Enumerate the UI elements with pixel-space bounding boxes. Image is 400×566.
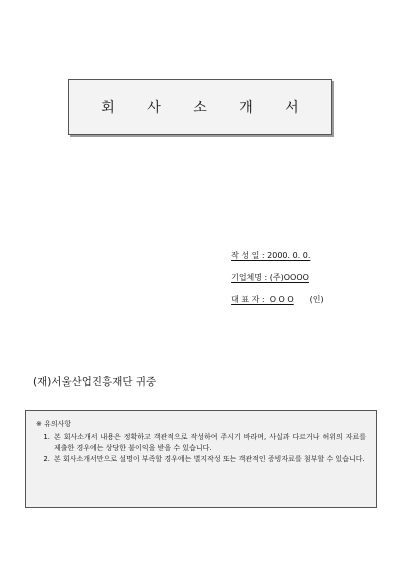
title-box (68, 79, 332, 135)
notice-item-text: 본 회사소개서만으로 설명이 부족할 경우에는 별지작성 또는 객관적인 증빙자료를 첨부할 수 있습니다. (54, 455, 365, 463)
document-title: 회 사 소 개 서 (101, 100, 313, 116)
notice-item (36, 454, 366, 465)
date-value: 작 성 일 : 2000. 0. 0. (231, 251, 311, 260)
notice-item (36, 432, 366, 454)
company-line (226, 263, 309, 283)
notice-heading: ※ 유의사항 (36, 420, 72, 428)
date-line (226, 241, 310, 261)
company-value: 기업체명 : (주)OOOO (231, 273, 309, 282)
notice-box (25, 410, 377, 508)
notice-item-number: 1. (43, 433, 50, 441)
notice-item-text: 본 회사소개서 내용은 정확하고 객관적으로 작성하여 주시기 바라며, 사실과 다르거나 허위의 자료를 제출한 경우에는 상당한 불이익을 받을 수 있습니다. (54, 433, 366, 452)
representative-value: 대 표 자 : O O O (231, 295, 294, 304)
recipient: (재)서울산업진흥재단 귀중 (33, 376, 157, 388)
representative-line (226, 285, 324, 305)
notice-item-number: 2. (43, 455, 50, 463)
seal-mark: (인) (309, 295, 324, 304)
